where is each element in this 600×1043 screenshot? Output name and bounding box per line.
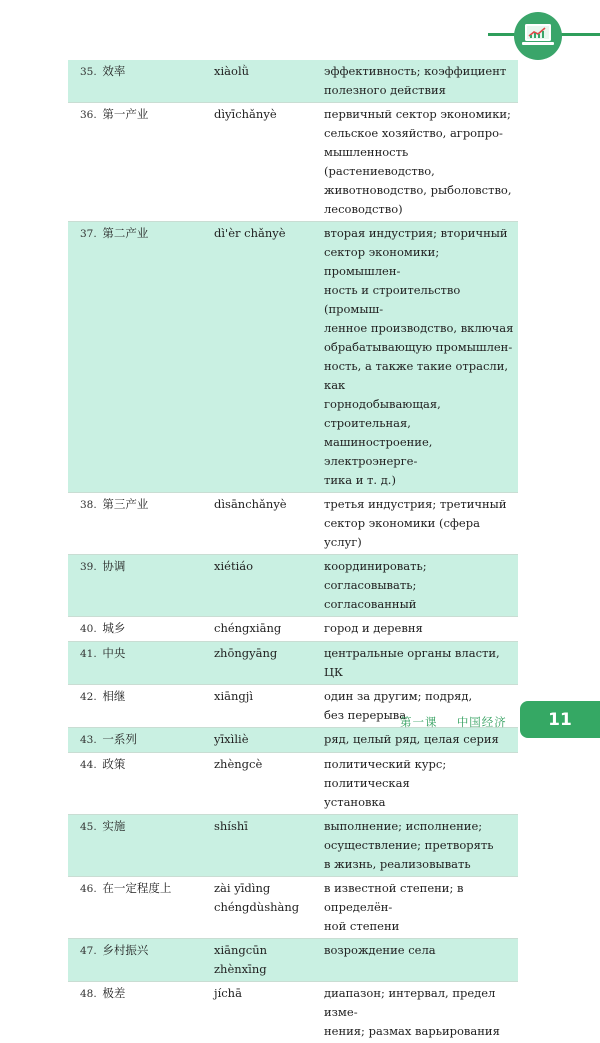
chinese-term: 相继	[102, 689, 125, 703]
translation-line: полезного действия	[324, 81, 514, 100]
chinese-term: 效率	[102, 64, 125, 78]
pinyin-line: zhōngyāng	[214, 644, 316, 663]
pinyin-cell	[210, 753, 320, 815]
translation-line: без перерыва	[324, 706, 514, 725]
translation-line: город и деревня	[324, 619, 514, 638]
translation-line: политический курс; политическая	[324, 755, 514, 793]
chinese-term: 乡村振兴	[102, 943, 148, 957]
pinyin-cell	[210, 617, 320, 642]
chinese-term: 极差	[102, 986, 125, 1000]
term-cell	[68, 60, 210, 103]
chinese-term: 城乡	[102, 621, 125, 635]
vocab-row	[68, 60, 518, 103]
pinyin-line: jíchā	[214, 984, 316, 1003]
vocab-row	[68, 753, 518, 815]
term-cell	[68, 222, 210, 493]
pinyin-line: dì'èr chǎnyè	[214, 224, 316, 243]
pinyin-line: zài yīdìng	[214, 879, 316, 898]
chinese-term: 在一定程度上	[102, 881, 171, 895]
translation-line: сектор экономики (сфера услуг)	[324, 514, 514, 552]
translation-line: в жизнь, реализовывать	[324, 855, 514, 874]
pinyin-line: zhèngcè	[214, 755, 316, 774]
translation-cell	[320, 103, 518, 222]
term-cell	[68, 939, 210, 982]
translation-line: один за другим; подряд,	[324, 687, 514, 706]
pinyin-cell	[210, 685, 320, 728]
translation-line: координировать; согласовывать;	[324, 557, 514, 595]
term-cell	[68, 753, 210, 815]
entry-number: 39.	[80, 561, 97, 573]
translation-line: ной степени	[324, 917, 514, 936]
translation-line: ленное производство, включая	[324, 319, 514, 338]
vocab-row	[68, 617, 518, 642]
vocab-row	[68, 939, 518, 982]
term-cell	[68, 982, 210, 1043]
chinese-term: 政策	[102, 757, 125, 771]
entry-number: 36.	[80, 109, 97, 121]
translation-cell	[320, 222, 518, 493]
entry-number: 43.	[80, 734, 97, 746]
chinese-term: 第二产业	[102, 226, 148, 240]
translation-line: в известной степени; в определён-	[324, 879, 514, 917]
translation-line: машиностроение, электроэнерге-	[324, 433, 514, 471]
translation-line: согласованный	[324, 595, 514, 614]
chinese-term: 实施	[102, 819, 125, 833]
pinyin-line: xiāngjì	[214, 687, 316, 706]
translation-line: мышленность (растениеводство,	[324, 143, 514, 181]
translation-line: ность, а также такие отрасли, как	[324, 357, 514, 395]
translation-line: выполнение; исполнение;	[324, 817, 514, 836]
vocab-row	[68, 493, 518, 555]
pinyin-cell	[210, 103, 320, 222]
translation-line: диапазон; интервал, предел изме-	[324, 984, 514, 1022]
pinyin-line: chéngxiāng	[214, 619, 316, 638]
vocab-row	[68, 728, 518, 753]
translation-cell	[320, 642, 518, 685]
translation-line: обрабатывающую промышлен-	[324, 338, 514, 357]
entry-number: 44.	[80, 759, 97, 771]
pinyin-line: yīxìliè	[214, 730, 316, 749]
pinyin-line: xiétiáo	[214, 557, 316, 576]
footer-title: 中国经济	[457, 715, 507, 729]
pinyin-cell	[210, 555, 320, 617]
vocab-row	[68, 103, 518, 222]
translation-line: центральные органы власти, ЦК	[324, 644, 514, 682]
translation-line: возрождение села	[324, 941, 514, 960]
pinyin-cell	[210, 222, 320, 493]
pinyin-line: xiāngcūn zhènxīng	[214, 941, 316, 979]
translation-cell	[320, 493, 518, 555]
chinese-term: 第三产业	[102, 497, 148, 511]
page-number: 11	[548, 710, 572, 730]
pinyin-cell	[210, 493, 320, 555]
term-cell	[68, 685, 210, 728]
entry-number: 37.	[80, 228, 97, 240]
translation-cell	[320, 939, 518, 982]
pinyin-cell	[210, 939, 320, 982]
pinyin-cell	[210, 728, 320, 753]
translation-cell	[320, 60, 518, 103]
translation-line: нения; размах варьирования	[324, 1022, 514, 1041]
vocab-row	[68, 642, 518, 685]
entry-number: 46.	[80, 883, 97, 895]
translation-line: сектор экономики; промышлен-	[324, 243, 514, 281]
pinyin-line: chéngdùshàng	[214, 898, 316, 917]
pinyin-line: dìyīchǎnyè	[214, 105, 316, 124]
term-cell	[68, 493, 210, 555]
term-cell	[68, 728, 210, 753]
translation-line: животноводство, рыболовство,	[324, 181, 514, 200]
term-cell	[68, 103, 210, 222]
term-cell	[68, 815, 210, 877]
translation-cell	[320, 982, 518, 1043]
footer-lesson: 第一课	[400, 715, 438, 729]
entry-number: 47.	[80, 945, 97, 957]
translation-cell	[320, 555, 518, 617]
pinyin-cell	[210, 982, 320, 1043]
vocabulary-table	[68, 60, 518, 1043]
translation-cell	[320, 877, 518, 939]
pinyin-cell	[210, 877, 320, 939]
translation-line: эффективность; коэффициент	[324, 62, 514, 81]
chinese-term: 协调	[102, 559, 125, 573]
term-cell	[68, 877, 210, 939]
term-cell	[68, 555, 210, 617]
vocab-row	[68, 877, 518, 939]
chinese-term: 中央	[102, 646, 125, 660]
translation-cell	[320, 815, 518, 877]
entry-number: 48.	[80, 988, 97, 1000]
vocab-row	[68, 982, 518, 1043]
translation-line: сельское хозяйство, агропро-	[324, 124, 514, 143]
translation-line: вторая индустрия; вторичный	[324, 224, 514, 243]
translation-cell	[320, 753, 518, 815]
translation-line: тика и т. д.)	[324, 471, 514, 490]
translation-cell	[320, 617, 518, 642]
footer-lesson-title	[400, 714, 507, 730]
translation-line: ность и строительство (промыш-	[324, 281, 514, 319]
entry-number: 35.	[80, 66, 97, 78]
page-number-tab	[520, 701, 600, 738]
term-cell	[68, 617, 210, 642]
entry-number: 38.	[80, 499, 97, 511]
translation-cell	[320, 728, 518, 753]
pinyin-line: dìsānchǎnyè	[214, 495, 316, 514]
laptop-chart-icon	[514, 12, 562, 60]
chinese-term: 第一产业	[102, 107, 148, 121]
entry-number: 42.	[80, 691, 97, 703]
translation-line: ряд, целый ряд, целая серия	[324, 730, 514, 749]
pinyin-cell	[210, 60, 320, 103]
pinyin-cell	[210, 642, 320, 685]
entry-number: 45.	[80, 821, 97, 833]
translation-line: горнодобывающая, строительная,	[324, 395, 514, 433]
pinyin-line: shíshī	[214, 817, 316, 836]
translation-line: третья индустрия; третичный	[324, 495, 514, 514]
translation-line: осуществление; претворять	[324, 836, 514, 855]
translation-line: первичный сектор экономики;	[324, 105, 514, 124]
pinyin-line: xiàolǜ	[214, 62, 316, 81]
entry-number: 41.	[80, 648, 97, 660]
vocab-row	[68, 222, 518, 493]
vocab-row	[68, 815, 518, 877]
translation-line: установка	[324, 793, 514, 812]
pinyin-cell	[210, 815, 320, 877]
translation-line: лесоводство)	[324, 200, 514, 219]
vocab-row	[68, 555, 518, 617]
term-cell	[68, 642, 210, 685]
entry-number: 40.	[80, 623, 97, 635]
chinese-term: 一系列	[102, 732, 137, 746]
